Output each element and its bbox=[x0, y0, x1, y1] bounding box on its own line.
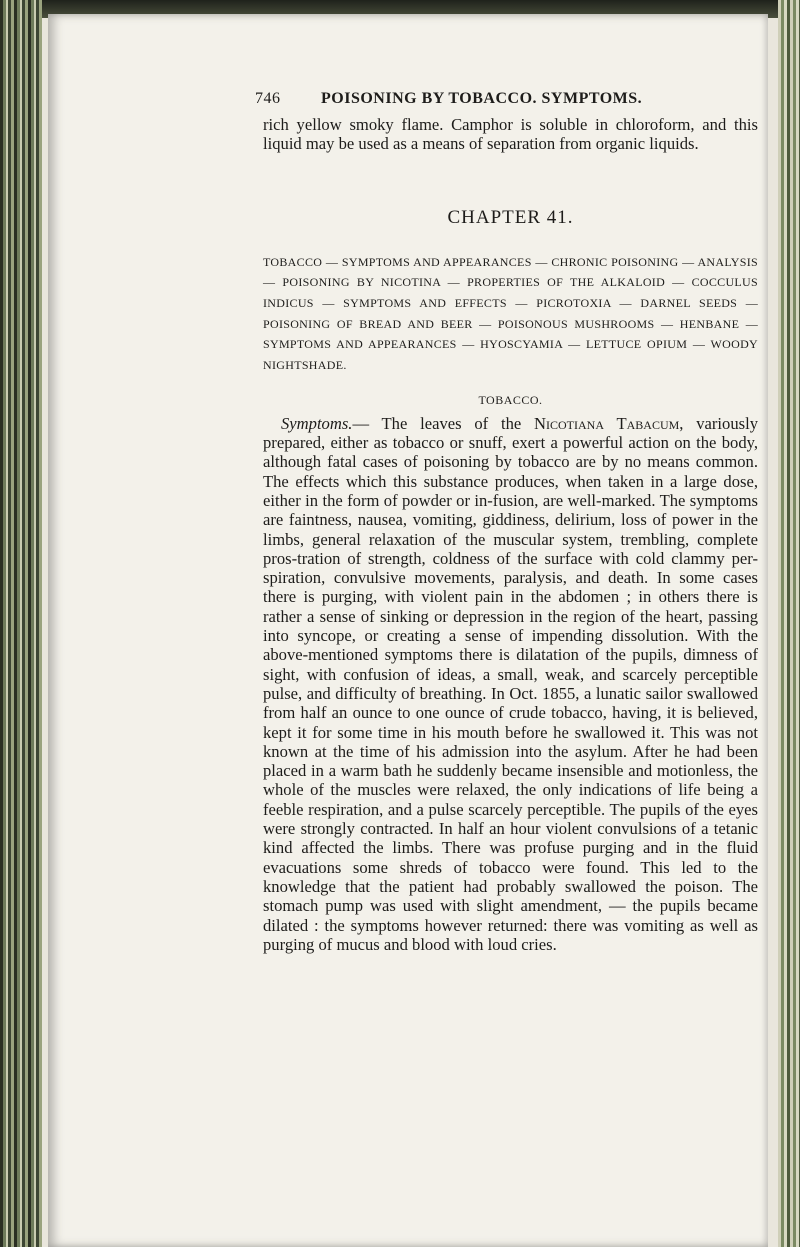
running-title: POISONING BY TOBACCO. SYMPTOMS. bbox=[321, 90, 643, 107]
page-body bbox=[263, 115, 758, 954]
book-binding-right bbox=[778, 0, 800, 1247]
opening-paragraph: rich yellow smoky flame. Camphor is soluble in chloroform, and this liquid may be used as a means of separation from organic liquids. bbox=[263, 115, 758, 154]
symptoms-label: Symptoms. bbox=[281, 413, 353, 433]
chapter-summary: TOBACCO — SYMPTOMS AND APPEARANCES — CHRONIC POISONING — ANALYSIS — POISONING BY NICOTINA — PROPERTIES OF THE ALKALOID — COCCULUS INDICUS — SYMPTOMS AND EFFECTS — PICROTOXIA — DARNEL SEEDS — POISONING OF BREAD AND BEER — POISONOUS MUSHROOMS — HENBANE — SYMPTOMS AND APPEARANCES — HYOSCYAMIA — LETTUCE OPIUM — WOODY NIGHTSHADE. bbox=[263, 254, 758, 373]
chapter-title: CHAPTER 41. bbox=[447, 206, 574, 228]
section-heading: TOBACCO. bbox=[478, 392, 543, 407]
page-number: 746 bbox=[255, 90, 281, 107]
book-binding-left bbox=[0, 0, 42, 1247]
symptoms-paragraph bbox=[263, 414, 758, 954]
symptoms-text-intro: — The leaves of the bbox=[352, 413, 535, 433]
symptoms-text-body: variously prepared, either as tobacco or snuff, exert a powerful action on the body, although fatal cases of poisoning by tobacco are by no means common. The effects which this substance produces, when taken in a large dose, either in the form of powder or in-fusion, are well-marked. The symptoms are faintness, nausea, vomiting, giddiness, delirium, loss of power in the limbs, general relaxation of the muscular system, trembling, complete pros-tration of strength, coldness of the surface with cold clammy per-spiration, convulsive movements, paralysis, and death. In some cases there is purging, with violent pain in the abdomen ; in others there is rather a sense of sinking or depression in the region of the heart, passing into syncope, or creating a sense of impending dissolution. With the above-mentioned symptoms there is dilatation of the pupils, dimness of sight, with confusion of ideas, a small, weak, and scarcely perceptible pulse, and difficulty of breathing. In Oct. 1855, a lunatic sailor swallowed from half an ounce to one ounce of crude tobacco, having, it is believed, kept it for some time in his mouth before he swallowed it. This was not known at the time of his admission into the asylum. After he had been placed in a warm bath he suddenly became insensible and motionless, the whole of the muscles were relaxed, the only indications of life being a feeble respiration, and a pulse scarcely perceptible. The pupils of the eyes were strongly contracted. In half an hour violent convulsions of a tetanic kind affected the limbs. There was profuse purging and in the fluid evacuations some shreds of tobacco were found. This led to the knowledge that the patient had probably swallowed the poison. The stomach pump was used with slight amendment, — the pupils became dilated : the symptoms however returned: there was vomiting as well as purging of mucus and blood with loud cries. bbox=[263, 413, 758, 954]
species-name: Nicotiana Tabacum, bbox=[534, 413, 684, 433]
